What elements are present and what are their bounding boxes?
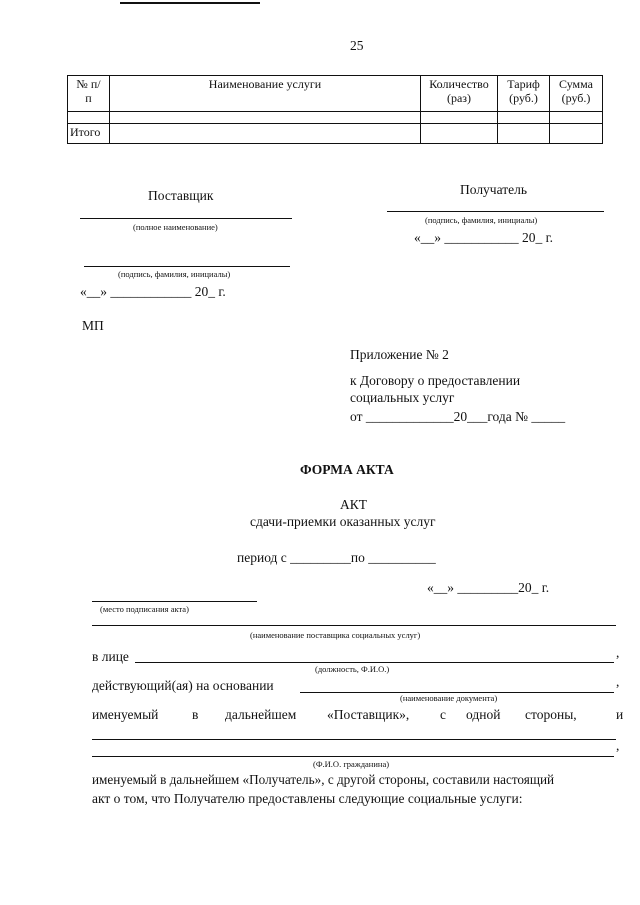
provider-line <box>92 625 616 626</box>
page-number: 25 <box>350 38 364 53</box>
appendix-line-3: социальных услуг <box>350 390 455 405</box>
named-word: именуемый <box>92 707 159 722</box>
in-person-line <box>135 662 614 663</box>
act-date-line: «__» _________20_ г. <box>427 580 550 595</box>
place-caption: (место подписания акта) <box>100 604 189 614</box>
recipient-sign-line <box>387 211 604 212</box>
citizen-line-1 <box>92 739 616 740</box>
header-cell: Тариф (руб.) <box>498 76 550 112</box>
services-table <box>67 75 603 144</box>
in-person-label: в лице <box>92 649 129 664</box>
named-word: и <box>616 707 624 722</box>
recipient-title: Получатель <box>460 182 528 197</box>
supplier-name-caption: (полное наименование) <box>133 222 218 232</box>
table-row <box>68 112 603 124</box>
appendix-line-2: к Договору о предоставлении <box>350 373 521 388</box>
act-period: период с _________по __________ <box>237 550 436 565</box>
acting-comma: , <box>616 674 620 689</box>
in-person-comma: , <box>616 645 620 660</box>
place-line <box>92 601 257 602</box>
supplier-sign-line <box>84 266 290 267</box>
supplier-sign-caption: (подпись, фамилия, инициалы) <box>118 269 231 279</box>
header-cell: Количество (раз) <box>421 76 498 112</box>
named-word: «Поставщик», <box>327 707 410 722</box>
recipient-sign-caption: (подпись, фамилия, инициалы) <box>425 215 538 225</box>
named-word: дальнейшем <box>225 707 297 722</box>
act-title: АКТ <box>340 497 367 512</box>
appendix-line-4: от _____________20___года № _____ <box>350 409 566 424</box>
act-subtitle: сдачи-приемки оказанных услуг <box>250 514 436 529</box>
header-cell: Сумма (руб.) <box>550 76 603 112</box>
closing-line-1: именуемый в дальнейшем «Получатель», с другой стороны, составили настоящий <box>92 772 555 787</box>
top-rule <box>120 2 260 4</box>
closing-line-2: акт о том, что Получателю предоставлены следующие социальные услуги: <box>92 791 523 806</box>
named-word: стороны, <box>525 707 577 722</box>
header-cell: № п/п <box>68 76 110 112</box>
named-word: с <box>440 707 446 722</box>
recipient-date-line: «__» ___________ 20_ г. <box>414 230 554 245</box>
table-total-row <box>68 124 603 144</box>
citizen-caption: (Ф.И.О. гражданина) <box>313 759 390 769</box>
supplier-name-line <box>80 218 292 219</box>
citizen-comma: , <box>616 738 620 753</box>
supplier-date-line: «__» ____________ 20_ г. <box>80 284 226 299</box>
document-caption: (наименование документа) <box>400 693 498 703</box>
position-caption: (должность, Ф.И.О.) <box>315 664 390 674</box>
named-word: в <box>192 707 199 722</box>
header-cell: Наименование услуги <box>110 76 421 112</box>
acting-label: действующий(ая) на основании <box>92 678 274 693</box>
table-header-row <box>68 76 603 112</box>
named-word: одной <box>466 707 501 722</box>
total-label: Итого <box>68 124 110 144</box>
form-title: ФОРМА АКТА <box>300 462 394 477</box>
appendix-line-1: Приложение № 2 <box>350 347 449 362</box>
supplier-title: Поставщик <box>148 188 214 203</box>
citizen-line-2 <box>92 756 614 757</box>
provider-caption: (наименование поставщика социальных услуг) <box>250 630 421 640</box>
stamp-label: МП <box>82 318 104 333</box>
